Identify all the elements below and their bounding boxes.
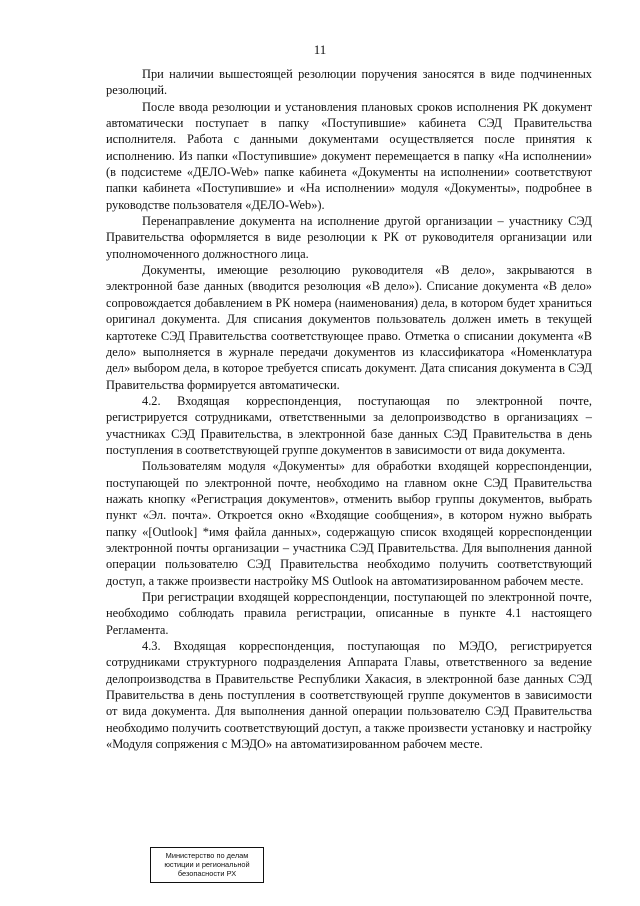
registration-stamp	[150, 847, 264, 883]
stamp-line: юстиции и региональной	[164, 860, 250, 870]
paragraph-email-processing: Пользователям модуля «Документы» для обработки входящей корреспонденции, поступающей по электронной почте, необходимо на главном окне СЭД Правительства нажать кнопку «Регистрация документов», отменить выбор группы документов, выбрать пункт «Эл. почта». Откроется окно «Входящие сообщения», в котором нужно выбрать папку «[Outlook] *имя файла данных», содержащую список входящей корреспонденции электронной почты организации – участника СЭД Правительства. Для выполнения данной операции пользователю СЭД Правительства необходимо получить соответствующий доступ, а также произвести настройку MS Outlook на автоматизированном рабочем месте.	[106, 459, 592, 588]
paragraph-subordinate-resolutions: При наличии вышестоящей резолюции поручения заносятся в виде подчиненных резолюций.	[106, 67, 592, 98]
paragraph-4-3-medo-correspondence: 4.3. Входящая корреспонденция, поступающая по МЭДО, регистрируется сотрудниками структурного подразделения Аппарата Главы, ответственного за ведение делопроизводства в Правительстве Республики Хакасия, в электронной базе данных СЭД Правительства в день поступления в соответствующей группе документов в зависимости от вида документа. Для выполнения данной операции пользователю СЭД Правительства необходимо получить соответствующий доступ, а также произвести установку и настройку «Модуля сопряжения с МЭДО» на автоматизированном рабочем месте.	[106, 639, 592, 752]
stamp-line: Министерство по делам	[165, 851, 249, 860]
paragraph-4-2-email-correspondence: 4.2. Входящая корреспонденция, поступающая по электронной почте, регистрируется сотрудниками, ответственными за делопроизводство в организациях – участниках СЭД Правительства, в электронной базе данных СЭД Правительства в день поступления в соответствующей группе документов в зависимости от вида документа.	[106, 393, 592, 457]
paragraph-redirection: Перенаправление документа на исполнение другой организации – участнику СЭД Правительства оформляется в виде резолюции к РК от руководителя организации или уполномоченного должностного лица.	[106, 214, 592, 261]
document-body	[106, 66, 592, 752]
page-number: 11	[313, 42, 327, 57]
paragraph-resolution-input: После ввода резолюции и установления плановых сроков исполнения РК документ автоматически поступает в папку «Поступившие» кабинета СЭД Правительства исполнителя. Работа с данными документами осуществляется после принятия к исполнению. Из папки «Поступившие» документ перемещается в папку «На исполнении» (в подсистеме «ДЕЛО-Web» папке кабинета «Документы на исполнении» соответствуют папки кабинета «Поступившие» и «На исполнении» модуля «Документы», подробнее в руководстве пользователя «ДЕЛО-Web»).	[106, 99, 592, 212]
paragraph-to-file: Документы, имеющие резолюцию руководителя «В дело», закрываются в электронной базе данных (вводится резолюция «В дело»). Списание документа «В дело» сопровождается добавлением в РК номера (наименования) дела, в котором будет храниться оригинал документа. Для списания документов пользователь должен иметь в текущей картотеке СЭД Правительства соответствующее право. Отметка о списании документа «В дело» выполняется в журнале передачи документов из классификатора «Номенклатура дел» выбором дела, в которое требуется списать документ. Дата списания документа в СЭД Правительства формируется автоматически.	[106, 263, 592, 392]
stamp-line: безопасности РХ	[177, 869, 237, 879]
paragraph-registration-rules: При регистрации входящей корреспонденции, поступающей по электронной почте, необходимо соблюдать правила регистрации, описанные в пункте 4.1 настоящего Регламента.	[106, 590, 592, 637]
